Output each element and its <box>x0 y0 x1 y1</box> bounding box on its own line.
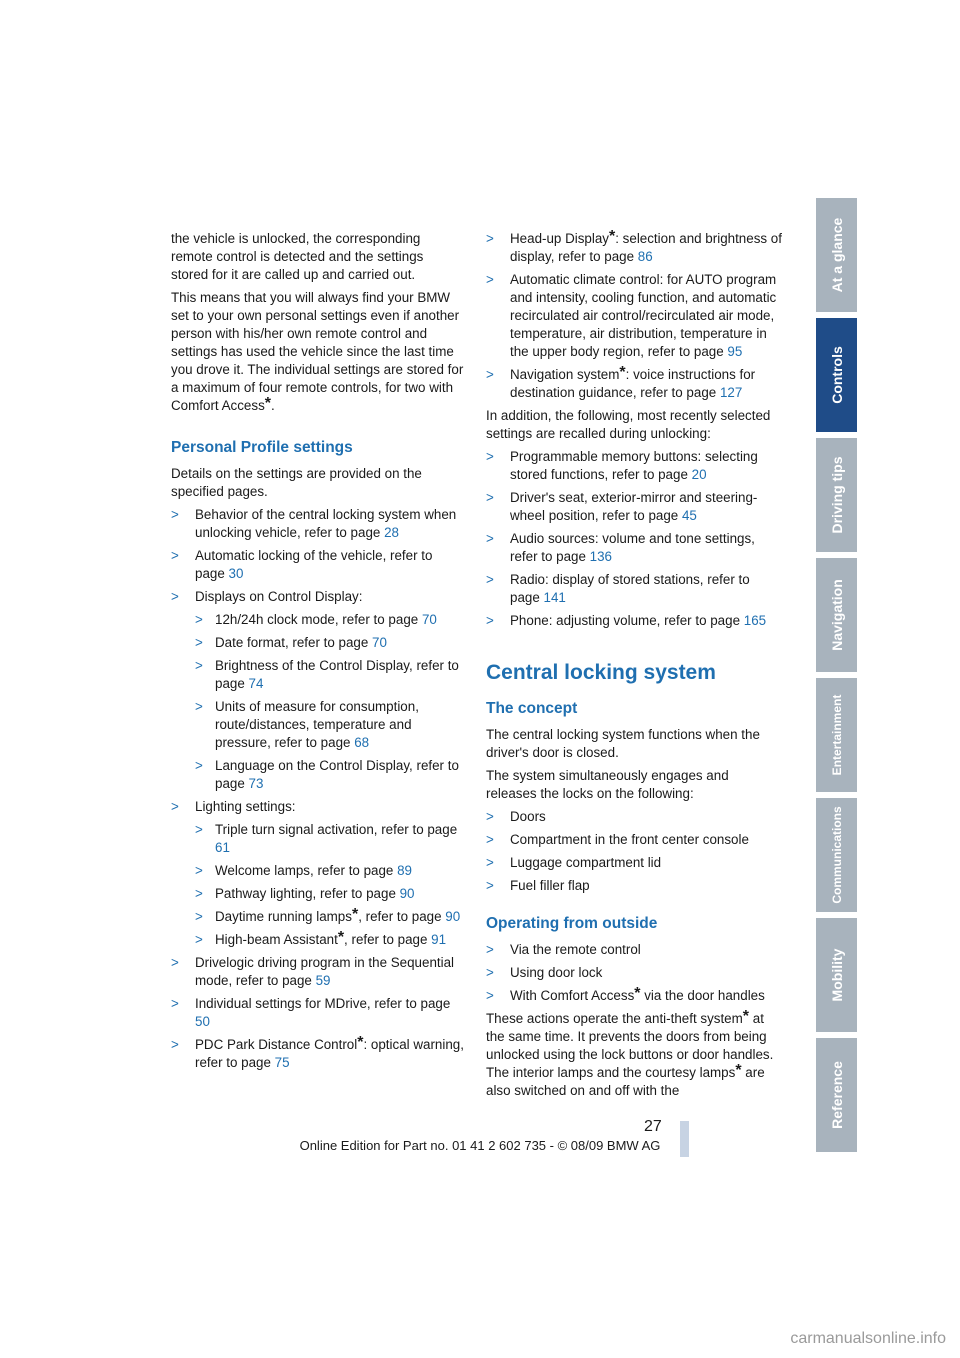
list-item: > Triple turn signal activation, refer to page 61 <box>195 822 458 855</box>
list-item: > PDC Park Distance Control*: optical warning, refer to page 75 <box>171 1034 464 1070</box>
tab-at-a-glance[interactable]: At a glance <box>816 198 857 312</box>
bullet-marker: > <box>486 942 494 957</box>
page-number: 27 <box>644 1118 662 1135</box>
list-item: > Compartment in the front center console <box>486 832 749 847</box>
watermark: carmanualsonline.info <box>790 1330 946 1347</box>
list-item: > Fuel filler flap <box>486 878 590 893</box>
concept-paragraph-2: The system simultaneously engages and releases the locks on the following: <box>486 768 729 801</box>
bullet-marker: > <box>171 955 179 970</box>
optional-equipment-star: * <box>351 906 359 923</box>
display-settings-sublist <box>195 611 464 793</box>
tab-entertainment[interactable]: Entertainment <box>816 678 857 792</box>
bullet-marker: > <box>195 932 203 947</box>
bullet-marker: > <box>171 1037 179 1052</box>
page-link[interactable]: 70 <box>421 612 437 627</box>
page-link[interactable]: 90 <box>399 886 415 901</box>
list-item: > Automatic locking of the vehicle, refer to page 30 <box>171 548 433 581</box>
page-link[interactable]: 73 <box>248 776 264 791</box>
page-link[interactable]: 28 <box>384 525 399 540</box>
tab-mobility[interactable]: Mobility <box>816 918 857 1032</box>
page-link[interactable]: 61 <box>215 840 230 855</box>
concept-paragraph-1: The central locking system functions when the driver's door is closed. <box>486 727 760 760</box>
list-item: > Using door lock <box>486 965 603 980</box>
recalled-settings-list <box>486 448 782 630</box>
bullet-marker: > <box>486 878 494 893</box>
bullet-marker: > <box>195 699 203 714</box>
list-item: > Drivelogic driving program in the Sequential mode, refer to page 59 <box>171 955 455 988</box>
bullet-marker: > <box>195 886 203 901</box>
bullet-marker: > <box>195 758 203 773</box>
page-link[interactable]: 141 <box>543 590 566 605</box>
tab-communications[interactable]: Communications <box>816 798 857 912</box>
optional-equipment-star: * <box>337 929 345 946</box>
bullet-marker: > <box>195 635 203 650</box>
heading-central-locking: Central locking system <box>486 661 716 684</box>
addition-paragraph: In addition, the following, most recently selected settings are recalled during unlocking: <box>486 408 771 441</box>
footer-edition-text: Online Edition for Part no. 01 41 2 602 735 - © 08/09 BMW AG <box>299 1138 661 1153</box>
tab-navigation[interactable]: Navigation <box>816 558 857 672</box>
optional-equipment-star: * <box>357 1034 364 1051</box>
list-item: > Radio: display of stored stations, refer to page 141 <box>486 572 750 605</box>
optional-equipment-star: * <box>634 985 641 1002</box>
intro-paragraph-2: This means that you will always find your BMW set to your own personal settings even if another person with his/her own remote control and settings has used the vehicle since the last time you drove it. The individual settings are stored for a maximum of four remote controls, for two with Comfort Access*. <box>171 290 464 413</box>
list-item: > Individual settings for MDrive, refer to page 50 <box>171 996 451 1029</box>
left-column <box>171 230 464 1077</box>
bullet-marker: > <box>171 799 179 814</box>
operating-methods-list <box>486 941 782 1005</box>
page-link[interactable]: 136 <box>589 549 612 564</box>
list-item: > Brightness of the Control Display, refer to page 74 <box>195 658 459 691</box>
bullet-marker: > <box>486 531 494 546</box>
tab-controls[interactable]: Controls <box>816 318 857 432</box>
list-item: > Daytime running lamps*, refer to page 90 <box>195 906 461 924</box>
bullet-marker: > <box>171 548 179 563</box>
list-item: > Date format, refer to page 70 <box>195 635 387 650</box>
list-item: > Audio sources: volume and tone settings, refer to page 136 <box>486 531 755 564</box>
list-item: > Pathway lighting, refer to page 90 <box>195 886 415 901</box>
list-item: > Luggage compartment lid <box>486 855 662 870</box>
page-link[interactable]: 75 <box>274 1055 290 1070</box>
profile-settings-list <box>171 506 464 1072</box>
list-item: > Lighting settings: > Triple turn signal activation, refer to page 61 > Welcome lamps, refer to page 89 > Pathway lighting, refer to page 90 > Daytime running lamps*, refer to page 90 > High-beam Assistant*, refer to page 91 <box>171 798 464 949</box>
list-item: > High-beam Assistant*, refer to page 91 <box>195 929 447 947</box>
bullet-marker: > <box>486 613 494 628</box>
intro-paragraph-1: the vehicle is unlocked, the corresponding remote control is detected and the settings stored for it are called up and carried out. <box>171 231 424 282</box>
optional-equipment-star: * <box>264 395 271 412</box>
chapter-tabs <box>816 198 857 1158</box>
profile-settings-list-continued <box>486 230 782 402</box>
page-link[interactable]: 45 <box>681 508 697 523</box>
anti-theft-paragraph: These actions operate the anti-theft system* at the same time. It prevents the doors from being unlocked using the lock buttons or door handles. The interior lamps and the courtesy lamps* are also switched on and off with the <box>486 1008 774 1098</box>
page-link[interactable]: 165 <box>743 613 767 628</box>
tab-driving-tips[interactable]: Driving tips <box>816 438 857 552</box>
heading-operating-from-outside: Operating from outside <box>486 915 658 932</box>
details-paragraph: Details on the settings are provided on the specified pages. <box>171 466 422 499</box>
bullet-marker: > <box>486 855 494 870</box>
list-item: > With Comfort Access* via the door handles <box>486 985 765 1003</box>
page-link[interactable]: 90 <box>445 909 461 924</box>
page-link[interactable]: 95 <box>727 344 743 359</box>
list-item: > Doors <box>486 809 546 824</box>
bullet-marker: > <box>171 589 179 604</box>
bullet-marker: > <box>486 231 494 246</box>
list-item: > Driver's seat, exterior-mirror and steering-wheel position, refer to page 45 <box>486 490 758 523</box>
list-item: > Language on the Control Display, refer to page 73 <box>195 758 459 791</box>
bullet-marker: > <box>195 612 203 627</box>
optional-equipment-star: * <box>619 364 626 381</box>
heading-the-concept: The concept <box>486 700 578 717</box>
bullet-marker: > <box>195 863 203 878</box>
list-item: > Welcome lamps, refer to page 89 <box>195 863 413 878</box>
right-column <box>486 230 782 1105</box>
list-item: > Via the remote control <box>486 942 641 957</box>
list-item: > Programmable memory buttons: selecting stored functions, refer to page 20 <box>486 449 758 482</box>
bullet-marker: > <box>486 572 494 587</box>
bullet-marker: > <box>195 909 203 924</box>
bullet-marker: > <box>486 367 494 382</box>
list-item: > Units of measure for consumption, route/distances, temperature and pressure, refer to page 68 <box>195 699 419 750</box>
bullet-marker: > <box>486 988 494 1003</box>
page-link[interactable]: 30 <box>228 566 244 581</box>
page-link[interactable]: 86 <box>637 249 653 264</box>
page-link[interactable]: 50 <box>195 1014 210 1029</box>
list-item: > Head-up Display*: selection and brightness of display, refer to page 86 <box>486 228 782 264</box>
bullet-marker: > <box>486 965 494 980</box>
bullet-marker: > <box>195 822 203 837</box>
list-item: > Automatic climate control: for AUTO program and intensity, cooling function, and automatic recirculated air control/recirculated air mode, temperature, air distribution, temperature in the upper body region, refer to page 95 <box>486 272 777 359</box>
tab-reference[interactable]: Reference <box>816 1038 857 1152</box>
bullet-marker: > <box>486 272 494 287</box>
lighting-settings-sublist <box>195 821 464 949</box>
bullet-marker: > <box>486 449 494 464</box>
bullet-marker: > <box>486 490 494 505</box>
locks-list <box>486 808 782 895</box>
list-item: > Displays on Control Display: > 12h/24h clock mode, refer to page 70 > Date format, refer to page 70 > Brightness of the Control Display, refer to page 74 > Units of measure for consumption, route/distances, temperature and pressure, refer to page 68 > Language on the Control Display, refer to page 73 <box>171 588 464 793</box>
page-link[interactable]: 91 <box>431 932 447 947</box>
bullet-marker: > <box>171 996 179 1011</box>
page-link[interactable]: 89 <box>397 863 413 878</box>
page-link[interactable]: 59 <box>315 973 331 988</box>
list-item: > Behavior of the central locking system when unlocking vehicle, refer to page 28 <box>171 507 457 540</box>
optional-equipment-star: * <box>742 1008 750 1025</box>
list-item: > Navigation system*: voice instructions for destination guidance, refer to page 127 <box>486 364 756 400</box>
page-link[interactable]: 68 <box>354 735 370 750</box>
page-link[interactable]: 20 <box>691 467 707 482</box>
bullet-marker: > <box>486 809 494 824</box>
bullet-marker: > <box>171 507 179 522</box>
bullet-marker: > <box>486 832 494 847</box>
page-link[interactable]: 70 <box>372 635 387 650</box>
list-item: > Phone: adjusting volume, refer to page 165 <box>486 613 767 628</box>
heading-personal-profile: Personal Profile settings <box>171 439 353 456</box>
page-link[interactable]: 74 <box>248 676 264 691</box>
optional-equipment-star: * <box>735 1062 742 1079</box>
bullet-marker: > <box>195 658 203 673</box>
optional-equipment-star: * <box>609 228 616 245</box>
page-link[interactable]: 127 <box>719 385 743 400</box>
list-item: > 12h/24h clock mode, refer to page 70 <box>195 612 437 627</box>
